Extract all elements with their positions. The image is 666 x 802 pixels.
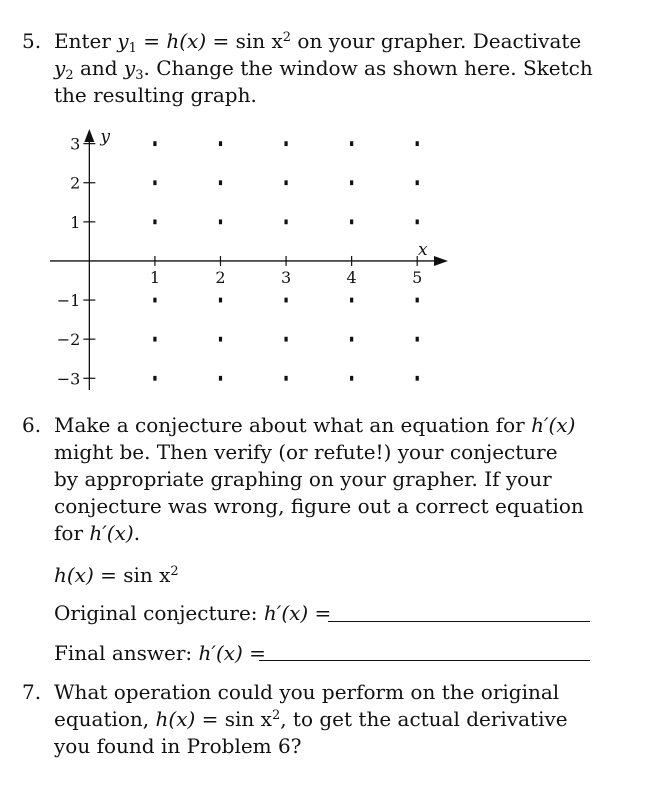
grid-dot	[153, 141, 156, 146]
grid-dot	[416, 219, 419, 224]
grid-dot	[153, 376, 156, 381]
grid-dot	[219, 298, 222, 303]
y-tick-label: 1	[70, 212, 81, 232]
x-axis-label: x	[418, 239, 428, 260]
problem-7-line-2: equation, $h(x) = \sin x^2$, to get the actual derivative	[54, 707, 568, 731]
final-answer-label: Final answer:	[54, 641, 199, 665]
grid-dot	[350, 298, 353, 303]
problem-5-line-3: the resulting graph.	[54, 83, 257, 107]
x-tick-label: 5	[412, 267, 423, 287]
grid-dot	[284, 219, 287, 224]
problem-6-line-4: conjecture was wrong, figure out a correct equation	[54, 494, 584, 518]
grid-dot	[219, 337, 222, 342]
y-tick-label: 2	[70, 173, 81, 193]
grid-dot	[284, 376, 287, 381]
problem-7-line-3: you found in Problem 6?	[54, 734, 302, 758]
grid-dot	[219, 141, 222, 146]
grid-dot	[350, 337, 353, 342]
grid-dot	[153, 337, 156, 342]
problem-7-line-1: What operation could you perform on the original	[54, 680, 560, 704]
grid-dot	[219, 219, 222, 224]
grid-dot	[153, 298, 156, 303]
problem-6-line-5: for h′(x).	[54, 521, 141, 545]
problem-5	[22, 28, 622, 109]
grid-dot	[284, 337, 287, 342]
problem-7	[22, 679, 622, 760]
grid-dot	[219, 376, 222, 381]
original-conjecture-row: Original conjecture: h′(x) =	[54, 601, 332, 625]
grid-dot	[416, 376, 419, 381]
final-answer-answer-line[interactable]	[259, 660, 590, 661]
problem-6	[22, 412, 622, 547]
problem-6-line-1: Make a conjecture about what an equation for h′(x)	[54, 413, 576, 437]
grid-dot	[416, 298, 419, 303]
grid-dot	[350, 219, 353, 224]
y-axis-label: y	[100, 128, 110, 147]
problem-5-line-1: Enter $y_1 = h(x) = \sin x^2$ on your grapher. Deactivate	[54, 29, 582, 56]
problem-5-number: 5.	[22, 29, 42, 53]
original-conjecture-answer-line[interactable]	[328, 621, 590, 622]
x-tick-label: 2	[215, 267, 226, 287]
grid-dot	[350, 376, 353, 381]
grid-dot	[153, 180, 156, 185]
grid-dot	[284, 298, 287, 303]
y-tick-label: −3	[56, 369, 81, 389]
problem-6-number: 6.	[22, 413, 42, 437]
grid-dot	[284, 141, 287, 146]
grid-dot	[416, 180, 419, 185]
x-tick-label: 3	[280, 267, 292, 287]
x-tick-label: 1	[149, 267, 161, 287]
grid-dot	[219, 180, 222, 185]
original-conjecture-label: Original conjecture:	[54, 601, 264, 625]
grid-dot	[350, 141, 353, 146]
grid-dot	[284, 180, 287, 185]
grid-dot	[416, 337, 419, 342]
y-tick-label: 3	[70, 134, 81, 154]
y-axis-arrow	[84, 129, 94, 142]
problem-5-line-2: $y_2$ and $y_3$. Change the window as shown here. Sketch	[54, 56, 593, 83]
y-tick-label: −2	[56, 330, 81, 350]
y-tick-label: −1	[56, 291, 81, 311]
grid-dot	[416, 141, 419, 146]
grid-dot	[350, 180, 353, 185]
final-answer-row: Final answer: h′(x) =	[54, 641, 266, 665]
problem-6-line-2: might be. Then verify (or refute!) your conjecture	[54, 440, 558, 464]
graph-window	[50, 128, 450, 390]
grid-dot	[153, 219, 156, 224]
x-tick-label: 4	[346, 267, 357, 287]
problem-6-line-3: by appropriate graphing on your grapher. If your	[54, 467, 552, 491]
x-axis-arrow	[434, 256, 448, 266]
problem-7-number: 7.	[22, 680, 42, 704]
function-statement: $h(x) = \sin x^2$	[54, 563, 179, 587]
